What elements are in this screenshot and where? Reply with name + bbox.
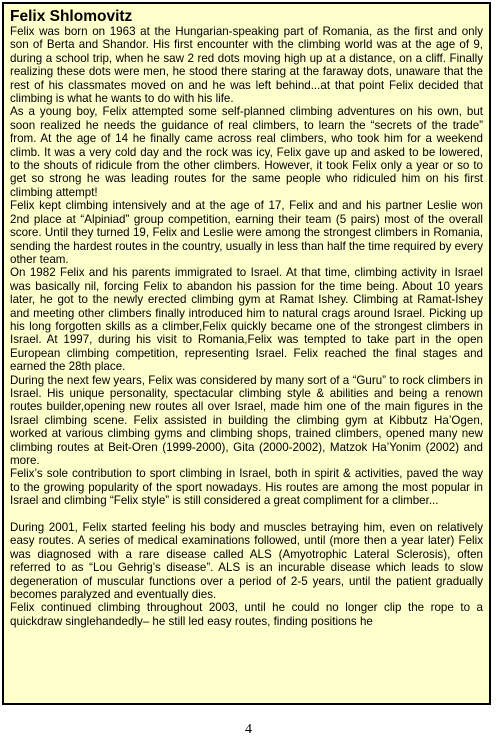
- paragraph-romania-climbing: Felix kept climbing intensively and at the age of 17, Felix and and his partner Leslie won 2nd place at “Alpiniad” group competition, earning their team (5 pairs) most of the overall score. Until they turned 19, Felix and Leslie were among the strongest climbers in Romania, sending the hardest routes in the country, usually in less than half the time required by every other team.: [10, 199, 483, 266]
- paragraph-youth: As a young boy, Felix attempted some self-planned climbing adventures on his own, but soon realized he needs the guidance of real climbers, to learn the “secrets of the trade” from. At the age of 14 he finally came across real climbers, who took him for a weekend climb. It was a very cold day and the rock was icy, Felix gave up and asked to be lowered, to the shouts of ridicule from the other climbers. However, it took Felix only a year or so to get so strong he was leading routes for the same people who ridiculed him on his first climbing attempt!: [10, 105, 483, 199]
- paragraph-continued-climbing: Felix continued climbing throughout 2003, until he could no longer clip the rope to a quickdraw singlehandedly– he still led easy routes, finding positions he: [10, 601, 483, 628]
- paragraph-contribution: Felix’s sole contribution to sport climbing in Israel, both in spirit & activities, paved the way to the growing popularity of the sport nowadays. His routes are among the most popular in Israel and climbing “Felix style” is still considered a great compliment for a climber...: [10, 467, 483, 508]
- page-number: 4: [245, 722, 252, 737]
- paragraph-gap: [10, 508, 483, 521]
- article-panel: [2, 2, 491, 705]
- paragraph-guru: During the next few years, Felix was considered by many sort of a “Guru” to rock climbers in Israel. His unique personality, spectacular climbing style & abilities and being a renown routes builder,opening new routes all over Israel, made him one of the main figures in the Israel climbing scene. Felix assisted in building the climbing gym at Kibbutz Ha’Ogen, worked at various climbing gyms and climbing shops, trained climbers, opened many new climbing routes at Beit-Oren (1999-2000), Gita (2000-2002), Matzok Ha’Yonim (2002) and more.: [10, 373, 483, 467]
- paragraph-illness: During 2001, Felix started feeling his body and muscles betraying him, even on relatively easy routes. A series of medical examinations followed, until (more then a year later) Felix was diagnosed with a rare disease called ALS (Amyotrophic Lateral Sclerosis), often referred to as “Lou Gehrig’s disease”. ALS is an incurable disease which leads to slow degeneration of muscular functions over a period of 2-5 years, until the patient gradually becomes paralyzed and eventually dies.: [10, 521, 483, 602]
- paragraph-immigration: On 1982 Felix and his parents immigrated to Israel. At that time, climbing activity in Israel was basically nil, forcing Felix to abandon his passion for the time being. About 10 years later, he got to the newly erected climbing gym at Ramat Ishey. Climbing at Ramat-Ishey and meeting other climbers finally introduced him to natural crags around Israel. Picking up his long forgotten skills as a climber,Felix quickly became one of the strongest climbers in Israel. At 1997, during his visit to Romania,Felix was tempted to take part in the open European climbing competition, representing Israel. Felix reached the final stages and earned the 28th place.: [10, 266, 483, 374]
- article-title: Felix Shlomovitz: [10, 8, 133, 25]
- paragraph-birth: Felix was born on 1963 at the Hungarian-speaking part of Romania, as the first and only son of Berta and Shandor. His first encounter with the climbing world was at the age of 9, during a school trip, when he saw 2 red dots moving high up at a distance, on a cliff. Finally realizing these dots were men, he stood there staring at the faraway dots, unaware that the rest of his classmates moved on and he was left behind...at that point Felix decided that climbing is what he wants to do with his life.: [10, 25, 483, 106]
